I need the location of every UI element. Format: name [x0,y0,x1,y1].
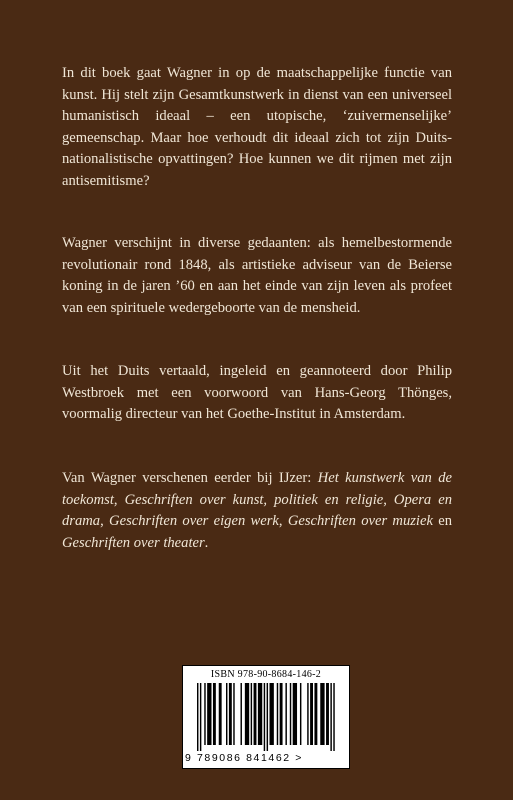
description-paragraph-2 [62,233,452,319]
barcode-bar [267,683,268,751]
barcode-bar [307,683,308,745]
period: . [204,534,209,551]
barcode-bar [326,683,329,745]
barcode-bar [264,683,265,751]
book-title: Geschriften over eigen werk [109,513,279,530]
barcode-bar [293,683,297,745]
book-title: Het kunstwerk van de toekomst [62,470,452,508]
barcode-bar [258,683,262,745]
barcode-bar [310,683,313,745]
barcode-bar [290,683,291,745]
barcode-bar [330,683,331,751]
barcode-bar [245,683,249,745]
barcode-bar [200,683,201,751]
barcode-bar [204,683,205,745]
barcode-bar [197,683,198,751]
barcode-bar [280,683,283,745]
barcode-digits: 9 789086 841462 > [185,752,303,764]
barcode-bar [300,683,301,745]
barcode-bar [219,683,222,745]
barcode-bar [207,683,211,745]
barcode-bar [251,683,252,745]
isbn-label: ISBN 978-90-8684-146-2 [210,669,322,680]
barcode-bar [229,683,232,745]
separator: en [432,513,453,530]
intro-text: Van Wagner verschenen eerder bij IJzer: [62,470,318,486]
barcode-bar [277,683,278,745]
barcode-bar [314,683,317,745]
translator-paragraph [62,361,452,426]
barcode-bars [197,683,335,751]
paragraph-text [62,468,452,554]
barcode-bar [285,683,286,745]
barcode-bar [233,683,234,745]
barcode-bar [226,683,227,745]
barcode-bar [270,683,274,745]
barcode-bar [320,683,324,745]
barcode-bar [241,683,242,745]
barcode-bar [254,683,257,745]
book-title: Geschriften over kunst, politiek en religie [124,491,384,508]
paragraph-text: Wagner verschijnt in diverse gedaanten: als hemelbestormende revolutionair rond 1848, als artistieke adviseur van de Beierse koning in de jaren ’60 en aan het einde van zijn leven als profeet van een spirituele wedergeboorte van de mensheid. [62,235,452,316]
barcode-bar [333,683,334,751]
book-title: Opera en drama [62,491,453,530]
other-titles-paragraph [62,468,452,554]
isbn-barcode [182,665,350,769]
book-title: Geschriften over theater [62,534,205,551]
separator: , [383,491,394,508]
separator: , [278,513,288,530]
description-paragraph-1 [62,63,452,193]
separator: , [113,491,125,508]
separator: , [100,513,110,530]
paragraph-text: In dit boek gaat Wagner in op de maatschappelijke functie van kunst. Hij stelt zijn Gesamtkunstwerk in dienst van een universeel humanistisch ideaal – een utopische, ‘zuivermenselijke’ gemeenschap. Maar hoe verhoudt dit ideaal zich tot zijn Duits-nationalistische opvattingen? Hoe kunnen we dit rijmen met zijn antisemitisme? [62,65,452,189]
paragraph-text: Uit het Duits vertaald, ingeleid en geannoteerd door Philip Westbroek met een voorwoord van Hans-Georg Thönges, voormalig directeur van het Goethe-Institut in Amsterdam. [62,363,452,423]
barcode-bar [213,683,216,745]
book-title: Geschriften over muziek [287,513,433,530]
